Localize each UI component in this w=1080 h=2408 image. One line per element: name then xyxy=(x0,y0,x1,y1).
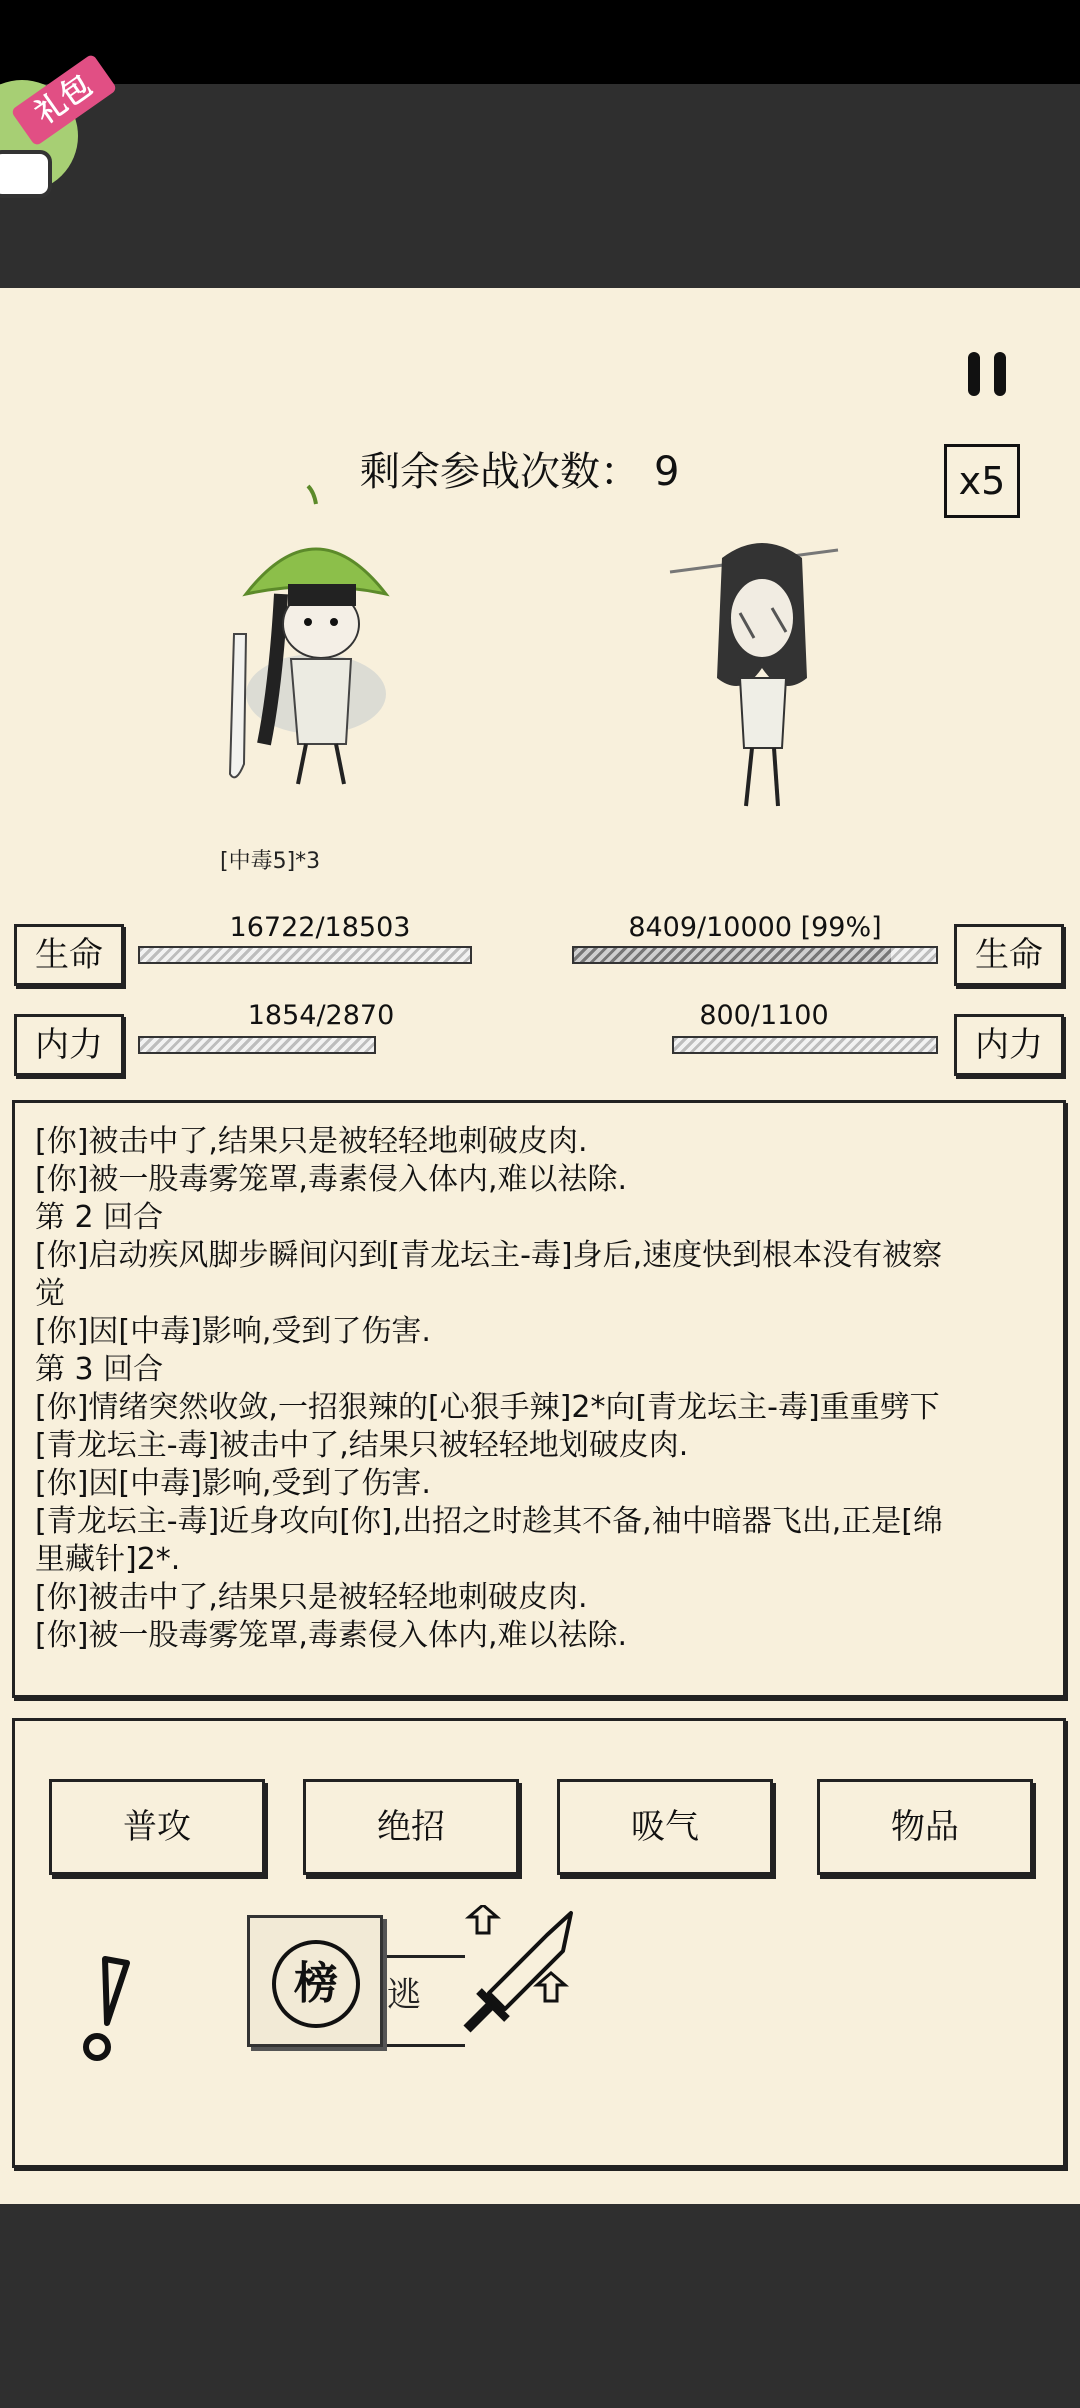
enemy-hp-text: 8409/10000 [99%] xyxy=(628,912,882,943)
log-line: [你]因[中毒]影响,受到了伤害. xyxy=(35,1314,431,1349)
enemy-hp-fill xyxy=(574,948,891,962)
gift-face-icon xyxy=(0,150,52,198)
enemy-hp-bar xyxy=(572,946,938,964)
log-line: [你]因[中毒]影响,受到了伤害. xyxy=(35,1466,431,1501)
log-line: 第 2 回合 xyxy=(35,1200,164,1235)
player-hp-text: 16722/18503 xyxy=(229,912,411,943)
leaderboard-button[interactable] xyxy=(247,1915,383,2047)
log-line: [你]被一股毒雾笼罩,毒素侵入体内,难以祛除. xyxy=(35,1618,628,1653)
player-mp-label: 内力 xyxy=(14,1014,124,1076)
ultimate-button[interactable]: 绝招 xyxy=(303,1779,519,1875)
speed-toggle-button[interactable]: x5 xyxy=(944,444,1020,518)
log-line: [你]启动疾风脚步瞬间闪到[青龙坛主-毒]身后,速度快到根本没有被察 xyxy=(35,1238,943,1273)
breathe-button[interactable]: 吸气 xyxy=(557,1779,773,1875)
top-dark-band xyxy=(0,84,1080,288)
player-status-effect: [中毒5]*3 xyxy=(220,849,321,874)
log-line: 觉 xyxy=(35,1276,65,1311)
escape-label: 逃 xyxy=(387,1975,421,2015)
leaderboard-icon: 榜 xyxy=(272,1940,360,2028)
log-line: [你]被击中了,结果只是被轻轻地刺破皮肉. xyxy=(35,1124,588,1159)
player-hp-label: 生命 xyxy=(14,924,124,986)
bottom-dark-band xyxy=(0,2204,1080,2408)
battle-log[interactable] xyxy=(12,1100,1066,1698)
system-status-bar xyxy=(0,0,1080,84)
log-line: 里藏针]2*. xyxy=(35,1542,181,1577)
player-mp-bar xyxy=(138,1036,376,1054)
battle-screen xyxy=(0,288,1080,2204)
log-line: [青龙坛主-毒]近身攻向[你],出招之时趁其不备,袖中暗器飞出,正是[绵 xyxy=(35,1504,943,1539)
player-character xyxy=(186,484,446,824)
gift-pack-badge: 礼包 xyxy=(10,53,117,146)
enemy-mp-bar xyxy=(672,1036,938,1054)
player-hp-bar xyxy=(138,946,472,964)
log-line: 第 3 回合 xyxy=(35,1352,164,1387)
log-line: [你]被击中了,结果只是被轻轻地刺破皮肉. xyxy=(35,1580,588,1615)
enemy-character xyxy=(662,528,862,828)
enemy-hp-label: 生命 xyxy=(954,924,1064,986)
enemy-mp-label: 内力 xyxy=(954,1014,1064,1076)
player-mp-text: 1854/2870 xyxy=(247,1000,395,1031)
items-button[interactable]: 物品 xyxy=(817,1779,1033,1875)
pause-icon[interactable] xyxy=(968,352,1008,396)
log-line: [青龙坛主-毒]被击中了,结果只被轻轻地划破皮肉. xyxy=(35,1428,689,1463)
enemy-mp-text: 800/1100 xyxy=(699,1000,829,1031)
action-panel xyxy=(12,1718,1066,2168)
alert-icon[interactable] xyxy=(77,1953,137,2063)
remaining-count: 9 xyxy=(654,449,680,495)
attack-button[interactable]: 普攻 xyxy=(49,1779,265,1875)
sword-upgrade-icon[interactable] xyxy=(451,1905,591,2045)
log-line: [你]被一股毒雾笼罩,毒素侵入体内,难以祛除. xyxy=(35,1162,628,1197)
remaining-label: 剩余参战次数： xyxy=(360,449,640,495)
log-line: [你]情绪突然收敛,一招狠辣的[心狠手辣]2*向[青龙坛主-毒]重重劈下 xyxy=(35,1390,940,1425)
